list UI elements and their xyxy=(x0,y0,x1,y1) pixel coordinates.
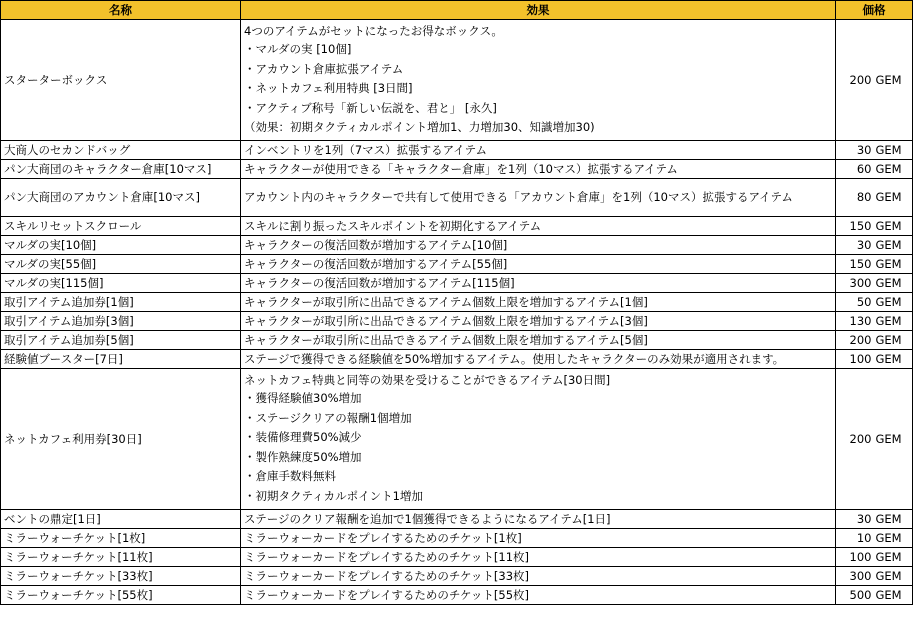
header-row xyxy=(1,1,913,20)
effect-line: ・製作熟練度50%増加 xyxy=(244,449,362,464)
effect-line: （効果：初期タクティカルポイント増加1、力増加30、知識増加30) xyxy=(244,120,595,135)
table-row xyxy=(1,330,913,349)
price-unit: GEM xyxy=(876,216,913,235)
table-row xyxy=(1,311,913,330)
effect-line: キャラクターの復活回数が増加するアイテム[10個] xyxy=(244,237,508,252)
table-row xyxy=(1,349,913,368)
item-name: マルダの実[55個] xyxy=(1,254,241,273)
item-price: 50 xyxy=(836,292,876,311)
item-name: ミラーウォーチケット[1枚] xyxy=(1,528,241,547)
effect-line: キャラクターが取引所に出品できるアイテム個数上限を増加するアイテム[1個] xyxy=(244,294,648,309)
price-unit: GEM xyxy=(876,566,913,585)
item-effect xyxy=(241,311,836,330)
effect-line: ・ステージクリアの報酬1個増加 xyxy=(244,410,412,425)
effect-line: ・アカウント倉庫拡張アイテム xyxy=(244,61,404,76)
effect-line: ・装備修理費50%減少 xyxy=(244,430,362,445)
effect-line: キャラクターが取引所に出品できるアイテム個数上限を増加するアイテム[5個] xyxy=(244,332,648,347)
price-unit: GEM xyxy=(876,585,913,604)
item-price: 200 xyxy=(836,20,876,141)
price-unit: GEM xyxy=(876,368,913,509)
effect-line: インベントリを1列（7マス）拡張するアイテム xyxy=(244,142,488,157)
price-unit: GEM xyxy=(876,140,913,159)
price-unit: GEM xyxy=(876,509,913,528)
effect-line: キャラクターが取引所に出品できるアイテム個数上限を増加するアイテム[3個] xyxy=(244,313,648,328)
effect-line: アカウント内のキャラクターで共有して使用できる「アカウント倉庫」を1列（10マス）拡張するアイテム xyxy=(244,190,793,205)
table-row xyxy=(1,140,913,159)
item-price: 60 xyxy=(836,159,876,178)
item-effect xyxy=(241,547,836,566)
price-unit: GEM xyxy=(876,311,913,330)
item-effect xyxy=(241,254,836,273)
item-name: ベントの鼎定[1日] xyxy=(1,509,241,528)
item-effect xyxy=(241,330,836,349)
price-unit: GEM xyxy=(876,159,913,178)
table-row xyxy=(1,566,913,585)
item-price: 30 xyxy=(836,140,876,159)
price-unit: GEM xyxy=(876,235,913,254)
price-unit: GEM xyxy=(876,20,913,141)
table-row xyxy=(1,178,913,216)
effect-line: ミラーウォーカードをプレイするためのチケット[11枚] xyxy=(244,549,529,564)
effect-line: ネットカフェ特典と同等の効果を受けることができるアイテム[30日間] xyxy=(244,372,611,387)
item-name: ミラーウォーチケット[11枚] xyxy=(1,547,241,566)
item-price: 200 xyxy=(836,368,876,509)
item-name: パン大商団のキャラクター倉庫[10マス] xyxy=(1,159,241,178)
item-effect xyxy=(241,273,836,292)
item-price: 150 xyxy=(836,254,876,273)
effect-line: ・倉庫手数料無料 xyxy=(244,469,336,484)
effect-line: ・獲得経験値30%増加 xyxy=(244,390,362,405)
item-price: 100 xyxy=(836,547,876,566)
price-unit: GEM xyxy=(876,292,913,311)
item-effect xyxy=(241,509,836,528)
effect-line: キャラクターの復活回数が増加するアイテム[55個] xyxy=(244,256,508,271)
item-name: スキルリセットスクロール xyxy=(1,216,241,235)
item-price: 100 xyxy=(836,349,876,368)
effect-line: ミラーウォーカードをプレイするためのチケット[55枚] xyxy=(244,587,529,602)
item-name: 大商人のセカンドバッグ xyxy=(1,140,241,159)
item-name: 取引アイテム追加券[3個] xyxy=(1,311,241,330)
effect-line: ・ネットカフェ利用特典 [3日間] xyxy=(244,81,413,96)
effect-line: 4つのアイテムがセットになったお得なボックス。 xyxy=(244,24,503,38)
table-row xyxy=(1,528,913,547)
effect-line: スキルに割り振ったスキルポイントを初期化するアイテム xyxy=(244,218,542,233)
item-name: 経験値ブースター[7日] xyxy=(1,349,241,368)
table-row xyxy=(1,292,913,311)
table-row xyxy=(1,273,913,292)
effect-line: ミラーウォーカードをプレイするためのチケット[1枚] xyxy=(244,530,522,545)
effect-line: ・アクティブ称号「新しい伝説を、君と」 [永久] xyxy=(244,100,497,115)
effect-line: ・初期タクティカルポイント1増加 xyxy=(244,488,423,503)
price-unit: GEM xyxy=(876,254,913,273)
item-effect xyxy=(241,178,836,216)
item-price: 130 xyxy=(836,311,876,330)
price-unit: GEM xyxy=(876,528,913,547)
price-unit: GEM xyxy=(876,547,913,566)
item-effect xyxy=(241,159,836,178)
item-price: 10 xyxy=(836,528,876,547)
item-effect xyxy=(241,368,836,509)
item-effect xyxy=(241,528,836,547)
effect-line: ミラーウォーカードをプレイするためのチケット[33枚] xyxy=(244,568,529,583)
item-name: 取引アイテム追加券[5個] xyxy=(1,330,241,349)
item-price: 200 xyxy=(836,330,876,349)
item-effect xyxy=(241,349,836,368)
effect-line: ・マルダの実 [10個] xyxy=(244,42,352,56)
table-row xyxy=(1,159,913,178)
item-name: パン大商団のアカウント倉庫[10マス] xyxy=(1,178,241,216)
price-unit: GEM xyxy=(876,349,913,368)
item-effect xyxy=(241,216,836,235)
item-price: 80 xyxy=(836,178,876,216)
table-row xyxy=(1,216,913,235)
table-row xyxy=(1,235,913,254)
item-price: 300 xyxy=(836,273,876,292)
item-price: 30 xyxy=(836,509,876,528)
item-name: ネットカフェ利用券[30日] xyxy=(1,368,241,509)
item-name: マルダの実[10個] xyxy=(1,235,241,254)
item-price: 30 xyxy=(836,235,876,254)
item-effect xyxy=(241,235,836,254)
header-name: 名称 xyxy=(1,1,241,20)
item-effect xyxy=(241,585,836,604)
table-row xyxy=(1,20,913,141)
effect-line: キャラクターが使用できる「キャラクター倉庫」を1列（10マス）拡張するアイテム xyxy=(244,161,678,176)
header-price: 価格 xyxy=(836,1,913,20)
table-body xyxy=(1,20,913,605)
item-name: 取引アイテム追加券[1個] xyxy=(1,292,241,311)
price-unit: GEM xyxy=(876,178,913,216)
price-unit: GEM xyxy=(876,330,913,349)
item-name: ミラーウォーチケット[33枚] xyxy=(1,566,241,585)
table-row xyxy=(1,368,913,509)
item-name: ミラーウォーチケット[55枚] xyxy=(1,585,241,604)
item-price: 500 xyxy=(836,585,876,604)
table-row xyxy=(1,585,913,604)
item-effect xyxy=(241,566,836,585)
item-effect xyxy=(241,292,836,311)
table-row xyxy=(1,509,913,528)
item-effect xyxy=(241,140,836,159)
table-row xyxy=(1,547,913,566)
effect-line: ステージのクリア報酬を追加で1個獲得できるようになるアイテム[1日] xyxy=(244,511,611,526)
item-name: マルダの実[115個] xyxy=(1,273,241,292)
header-effect: 効果 xyxy=(241,1,836,20)
effect-line: キャラクターの復活回数が増加するアイテム[115個] xyxy=(244,275,515,290)
effect-line: ステージで獲得できる経験値を50%増加するアイテム。使用したキャラクターのみ効果が適用されます。 xyxy=(244,351,785,366)
item-effect xyxy=(241,20,836,141)
table-row xyxy=(1,254,913,273)
item-price: 150 xyxy=(836,216,876,235)
item-name: スターターボックス xyxy=(1,20,241,141)
price-unit: GEM xyxy=(876,273,913,292)
item-price: 300 xyxy=(836,566,876,585)
